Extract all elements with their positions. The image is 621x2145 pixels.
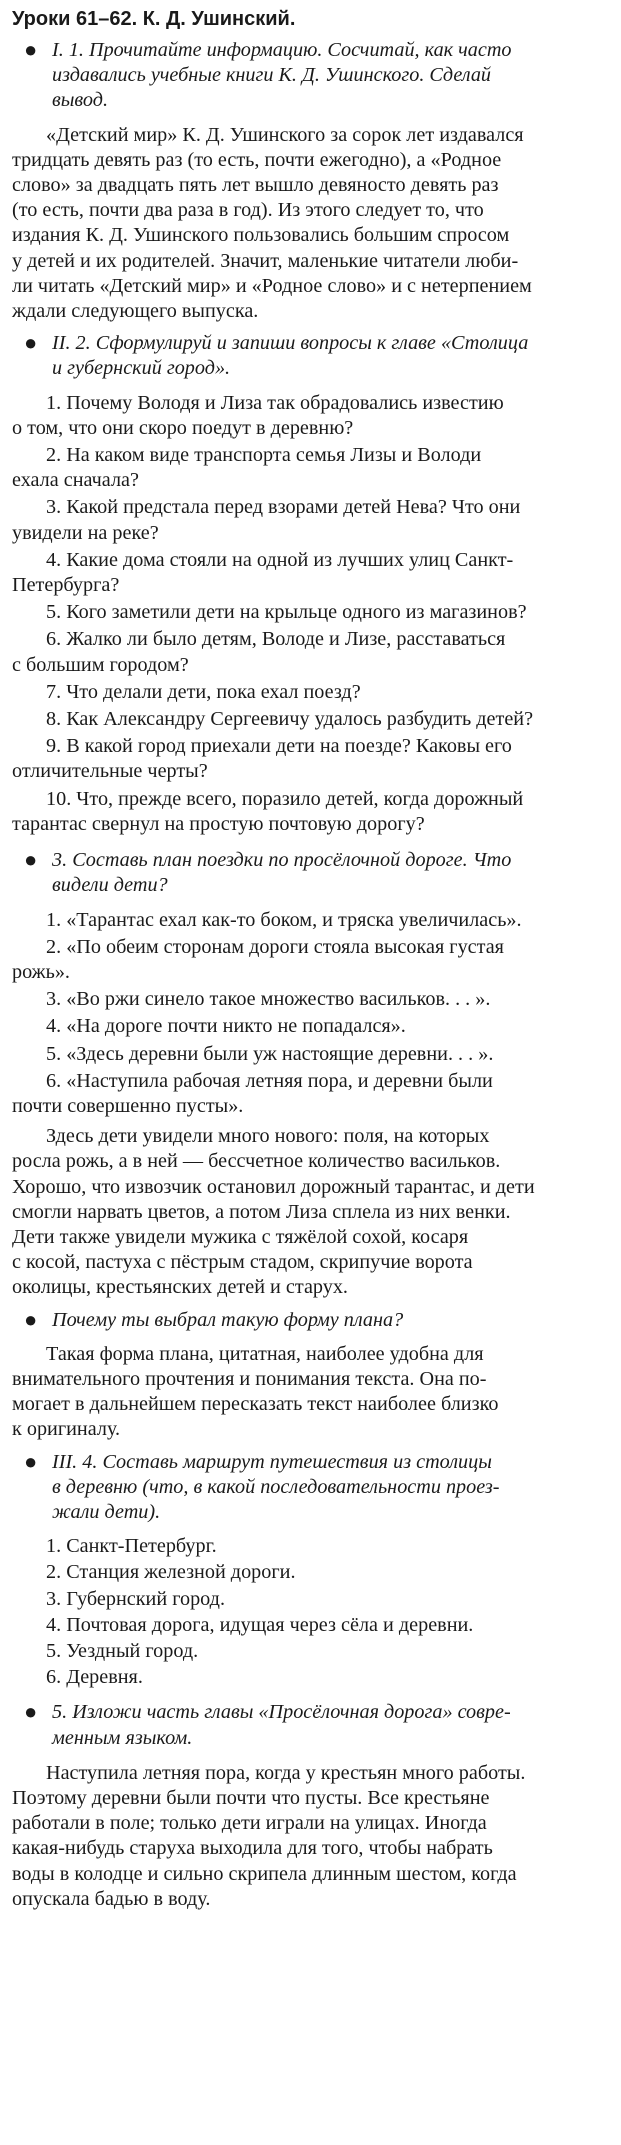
text-line: 1. «Тарантас ехал как-то боком, и тряска увеличилась».: [46, 908, 522, 931]
text-line: 6. «Наступила рабочая летняя пора, и деревни были: [46, 1069, 493, 1092]
task-line: 3. Составь план поездки по просёлочной дороге. Что: [52, 849, 512, 872]
text-line: 8. Как Александру Сергеевичу удалось разбудить детей?: [46, 708, 534, 731]
text-line: ждали следующего выпуска.: [12, 300, 259, 323]
text-line: 7. Что делали дети, пока ехал поезд?: [46, 680, 361, 703]
answer-3b: [12, 1342, 603, 1443]
question-item: [12, 548, 603, 598]
text-line: 4. Какие дома стояли на одной из лучших улиц Санкт-: [46, 548, 514, 571]
answer-1: [12, 123, 603, 325]
text-line: Петербурга?: [12, 574, 120, 597]
question-item: [12, 707, 603, 732]
text-line: росла рожь, а в ней — бессчетное количество васильков.: [12, 1150, 501, 1173]
text-line: 4. «На дороге почти никто не попадался».: [46, 1015, 406, 1038]
bullet-icon: ●: [24, 847, 38, 873]
text-line: 1. Почему Володя и Лиза так обрадовались известию: [46, 391, 504, 414]
text-line: Наступила летняя пора, когда у крестьян много работы.: [46, 1761, 526, 1784]
task-3: [12, 848, 603, 898]
page-title: Уроки 61–62. К. Д. Ушинский.: [12, 8, 296, 30]
text-line: Такая форма плана, цитатная, наиболее удобна для: [46, 1342, 484, 1365]
text-line: 2. «По обеим сторонам дороги стояла высокая густая: [46, 935, 504, 958]
text-line: «Детский мир» К. Д. Ушинского за сорок лет издавался: [46, 123, 524, 146]
text-line: 5. Кого заметили дети на крыльце одного из магазинов?: [46, 601, 527, 624]
task-3b: [12, 1308, 603, 1333]
plan-item: [12, 1014, 603, 1039]
text-line: 3. «Во ржи синело такое множество васильков. . . ».: [46, 988, 491, 1011]
route-item: 4. Почтовая дорога, идущая через сёла и деревни.: [46, 1613, 474, 1636]
text-line: ехала сначала?: [12, 469, 139, 492]
task-2: [12, 331, 603, 381]
task-4: [12, 1450, 603, 1526]
plan-list: [12, 908, 603, 1120]
text-line: опускала бадью в воду.: [12, 1887, 211, 1910]
text-line: 6. Жалко ли было детям, Володе и Лизе, расставаться: [46, 628, 506, 651]
text-line: какая-нибудь старуха выходила для того, чтобы набрать: [12, 1837, 493, 1860]
task-line: и губернский город».: [52, 357, 231, 380]
text-line: Здесь дети увидели много нового: поля, на которых: [46, 1125, 490, 1148]
question-item: [12, 391, 603, 441]
text-line: внимательного прочтения и понимания текста. Она по-: [12, 1367, 487, 1390]
question-item: [12, 495, 603, 545]
task-line: менным языком.: [52, 1726, 193, 1749]
task-line: II. 2. Сформулируй и запиши вопросы к главе «Столица: [52, 332, 529, 355]
text-line: Дети также увидели мужика с тяжёлой сохой, косаря: [12, 1225, 469, 1248]
text-line: 2. На каком виде транспорта семья Лизы и Володи: [46, 444, 482, 467]
text-line: слово» за двадцать пять лет вышло девяносто девять раз: [12, 174, 499, 197]
text-line: 9. В какой город приехали дети на поезде? Каковы его: [46, 735, 512, 758]
text-line: у детей и их родителей. Значит, маленькие читатели люби-: [12, 249, 519, 272]
plan-item: [12, 935, 603, 985]
text-line: 10. Что, прежде всего, поразило детей, когда дорожный: [46, 787, 524, 810]
question-item: [12, 787, 603, 837]
text-line: Поэтому деревни были почти что пусты. Все крестьяне: [12, 1787, 490, 1809]
route-item: 3. Губернский город.: [46, 1587, 225, 1610]
text-line: воды в колодце и сильно скрипела длинным шестом, когда: [12, 1862, 517, 1885]
question-item: [12, 600, 603, 625]
question-item: [12, 680, 603, 705]
text-line: 5. «Здесь деревни были уж настоящие деревни. . . ».: [46, 1042, 494, 1065]
answer-3: [12, 1124, 603, 1300]
text-line: к оригиналу.: [12, 1418, 121, 1441]
route-item: 5. Уездный город.: [46, 1639, 199, 1662]
text-line: увидели на реке?: [12, 521, 159, 544]
task-line: Почему ты выбрал такую форму плана?: [52, 1308, 404, 1331]
text-line: ли читать «Детский мир» и «Родное слово» и с нетерпением: [12, 274, 532, 297]
route-item: 6. Деревня.: [46, 1666, 143, 1689]
questions-list: [12, 391, 603, 837]
plan-item: [12, 987, 603, 1012]
question-item: [12, 734, 603, 784]
task-line: жали дети).: [52, 1500, 161, 1523]
text-line: смогли нарвать цветов, а потом Лиза сплела из них венки.: [12, 1200, 511, 1223]
bullet-icon: ●: [24, 37, 38, 62]
bullet-icon: ●: [24, 1448, 38, 1474]
bullet-icon: ●: [24, 1306, 38, 1332]
bullet-icon: ●: [24, 1699, 38, 1725]
plan-item: [12, 908, 603, 933]
task-line: III. 4. Составь маршрут путешествия из столицы: [52, 1450, 492, 1473]
text-line: околицы, крестьянских детей и старух.: [12, 1276, 348, 1299]
text-line: тридцать девять раз (то есть, почти ежегодно), а «Родное: [12, 148, 502, 171]
text-line: отличительные черты?: [12, 760, 208, 783]
text-line: работали в поле; только дети играли на улицах. Иногда: [12, 1812, 487, 1835]
text-line: рожь».: [12, 960, 70, 983]
text-line: 3. Какой предстала перед взорами детей Нева? Что они: [46, 496, 521, 519]
route-item: 1. Санкт-Петербург.: [46, 1535, 217, 1558]
text-line: почти совершенно пусты».: [12, 1094, 244, 1117]
route-list: [12, 1534, 603, 1690]
task-1: [12, 38, 603, 114]
plan-item: [12, 1069, 603, 1119]
question-item: [12, 627, 603, 677]
bullet-icon: ●: [24, 330, 38, 356]
answer-5: [12, 1761, 603, 1912]
text-line: (то есть, почти два раза в год). Из этого следует то, что: [12, 199, 484, 222]
text-line: Хорошо, что извозчик остановил дорожный тарантас, и дети: [12, 1175, 535, 1198]
task-line: издавались учебные книги К. Д. Ушинского. Сделай: [52, 64, 492, 87]
task-line: 5. Изложи часть главы «Просёлочная дорога» совре-: [52, 1701, 511, 1724]
text-line: с большим городом?: [12, 653, 189, 676]
route-item: 2. Станция железной дороги.: [46, 1561, 296, 1584]
task-line: видели дети?: [52, 874, 168, 897]
text-line: с косой, пастуха с пёстрым стадом, скрипучие ворота: [12, 1251, 473, 1274]
task-5: [12, 1700, 603, 1750]
task-line: I. 1. Прочитайте информацию. Сосчитай, как часто: [52, 39, 512, 61]
plan-item: [12, 1042, 603, 1067]
task-line: в деревню (что, в какой последовательности проез-: [52, 1475, 500, 1498]
text-line: о том, что они скоро поедут в деревню?: [12, 416, 354, 439]
text-line: тарантас свернул на простую почтовую дорогу?: [12, 812, 425, 835]
text-line: могает в дальнейшем пересказать текст наиболее близко: [12, 1393, 499, 1416]
question-item: [12, 443, 603, 493]
task-line: вывод.: [52, 89, 109, 112]
text-line: издания К. Д. Ушинского пользовались большим спросом: [12, 224, 510, 247]
